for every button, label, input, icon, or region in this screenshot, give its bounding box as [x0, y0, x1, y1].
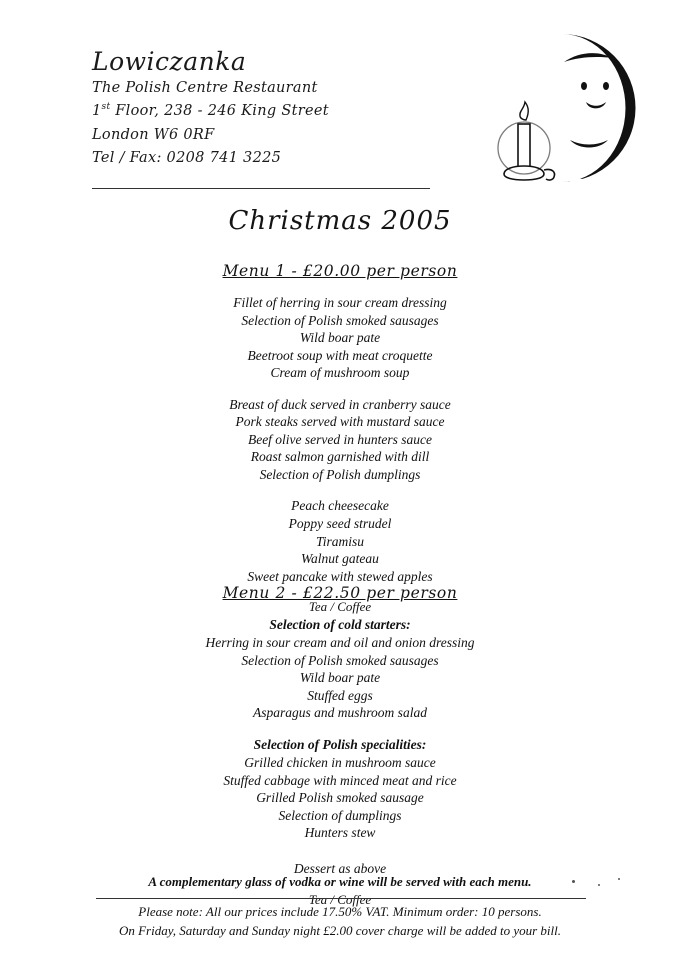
restaurant-header	[92, 48, 432, 171]
menu-1-course-1	[0, 294, 680, 382]
address-line-3: London W6 0RF	[92, 126, 215, 143]
floor-address-rest: Floor, 238 - 246 King Street	[110, 103, 329, 120]
menu-2-section	[0, 584, 680, 908]
dish-item: Sweet pancake with stewed apples	[247, 568, 433, 584]
page-title: Christmas 2005	[228, 206, 452, 236]
footer-note-line: Please note: All our prices include 17.50% VAT. Minimum order: 10 persons.	[138, 904, 542, 919]
santa-claus-with-candle-icon	[466, 28, 646, 196]
menu-1-closing: Tea / Coffee	[308, 599, 372, 615]
footer-notes	[0, 903, 680, 941]
footer-note-line: On Friday, Saturday and Sunday night £2.00 cover charge will be added to your bill.	[118, 922, 562, 938]
complimentary-note: A complementary glass of vodka or wine will be served with each menu.	[148, 874, 532, 889]
dish-item: Wild boar pate	[299, 670, 381, 686]
dish-item: Cream of mushroom soup	[270, 365, 410, 381]
menu-2-course-1	[0, 616, 680, 722]
floor-ordinal-number: 1	[92, 103, 102, 120]
footer-divider	[96, 898, 586, 899]
dish-item: Selection of Polish dumplings	[259, 466, 421, 482]
address-line-4: Tel / Fax: 0208 741 3225	[92, 150, 282, 167]
dish-item: Beetroot soup with meat croquette	[247, 347, 433, 363]
dish-item: Stuffed cabbage with minced meat and rice	[223, 772, 457, 788]
menu-1-course-2	[0, 396, 680, 484]
dish-item: Dessert as above	[293, 861, 387, 876]
dish-item: Selection of Polish smoked sausages	[241, 652, 439, 668]
menu-1-section	[0, 262, 680, 615]
header-divider	[92, 188, 430, 189]
dish-item: Poppy seed strudel	[288, 516, 392, 532]
floor-ordinal-suffix: st	[101, 102, 111, 113]
scan-speck	[572, 880, 575, 883]
restaurant-name: Lowiczanka	[92, 47, 247, 76]
dish-item: Selection of Polish smoked sausages	[241, 312, 439, 328]
course-title: Selection of Polish specialities:	[253, 737, 427, 752]
dish-item: Walnut gateau	[301, 551, 379, 567]
dish-item: Hunters stew	[304, 825, 376, 841]
address-line-1: The Polish Centre Restaurant	[92, 79, 318, 96]
dish-item: Asparagus and mushroom salad	[253, 705, 427, 721]
course-title: Selection of cold starters:	[269, 617, 411, 632]
menu-2-heading: Menu 2 - £22.50 per person	[222, 584, 458, 602]
menu-2-course-2	[0, 736, 680, 842]
menu-1-heading: Menu 1 - £20.00 per person	[222, 262, 458, 280]
scan-speck	[618, 878, 620, 880]
dish-item: Grilled chicken in mushroom sauce	[244, 755, 436, 771]
dish-item: Selection of dumplings	[278, 807, 402, 823]
dish-item: Stuffed eggs	[307, 687, 373, 703]
dish-item: Grilled Polish smoked sausage	[256, 790, 424, 806]
dish-item: Roast salmon garnished with dill	[250, 449, 430, 465]
menu-2-closing: Tea / Coffee	[308, 891, 372, 907]
dish-item: Fillet of herring in sour cream dressing	[233, 295, 447, 310]
dish-item: Pork steaks served with mustard sauce	[235, 414, 445, 430]
dish-item: Peach cheesecake	[291, 498, 389, 514]
dish-item: Breast of duck served in cranberry sauce	[229, 396, 451, 412]
scan-speck	[598, 884, 600, 886]
dish-item: Wild boar pate	[299, 330, 381, 346]
dish-item: Beef olive served in hunters sauce	[247, 431, 433, 447]
dish-item: Herring in sour cream and oil and onion dressing	[205, 635, 475, 651]
address-line-2	[92, 100, 432, 123]
dish-item: Tiramisu	[315, 533, 365, 549]
menu-1-course-3	[0, 497, 680, 585]
